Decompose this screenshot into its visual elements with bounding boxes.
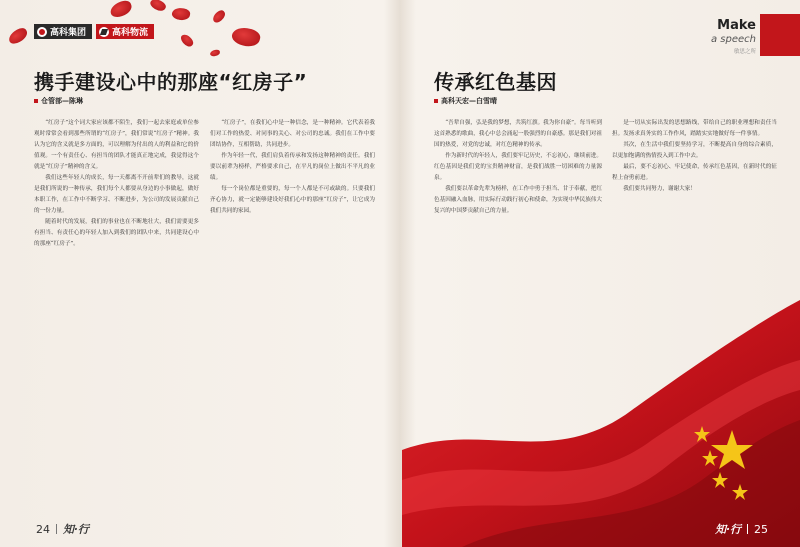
logistics-logo: [96, 24, 154, 39]
right-byline-text: 高科天宏—白雪晴: [441, 97, 497, 105]
rose-petal: [171, 7, 191, 22]
left-article-title: 携手建设心中的那座“红房子”: [34, 70, 308, 94]
paragraph: 随着时代的发展，我们的事业也在不断地壮大，我们需要更多有担当、有责任心的年轻人加入到我们的团队中来，共同建设心中的那座“红房子”。: [34, 219, 199, 247]
rose-petal: [211, 9, 228, 25]
footer-divider: [56, 524, 57, 534]
red-flag-graphic: [402, 300, 800, 547]
section-tag: [690, 14, 800, 56]
right-article-byline: [434, 96, 497, 106]
rose-petal: [149, 0, 168, 13]
left-page-number: 24: [36, 522, 50, 536]
logistics-logo-icon: [99, 27, 109, 37]
section-tag-make: Make: [717, 18, 756, 33]
left-article-column-1: [34, 118, 199, 518]
paragraph: 作为新时代的年轻人，我们要牢记历史，不忘初心，继续前进。红色基因是我们党的宝贵精神财富，是我们战胜一切困难的力量源泉。: [434, 153, 602, 181]
right-footer: [715, 521, 768, 537]
left-page: [0, 0, 398, 547]
paragraph: “吾辈自强，弘是我的梦想，共筑红旗。我为你自豪”。每当听到这首熟悉的歌曲，我心中总会涌起一股强烈的自豪感。那是我们对祖国的热爱，对党的忠诚，对红色精神的传承。: [434, 120, 602, 148]
red-flag-illustration: [402, 300, 800, 547]
left-article-column-2: [210, 118, 375, 518]
left-footer: [36, 521, 89, 537]
right-article-title: 传承红色基因: [434, 70, 557, 94]
byline-marker-icon: [434, 99, 438, 103]
rose-petal: [108, 0, 133, 19]
paragraph: 我们要以革命先辈为榜样，在工作中勇于担当、甘于奉献，把红色基因融入血脉，用实际行动践行初心和使命，为实现中华民族伟大复兴的中国梦贡献自己的力量。: [434, 186, 602, 214]
rose-petal: [179, 32, 195, 49]
company-logos: [34, 24, 154, 39]
group-logo: [34, 24, 92, 39]
paragraph: 作为年轻一代，我们肩负着传承和发扬这种精神的责任。我们要以前辈为榜样，严格要求自己，在平凡的岗位上做出不平凡的业绩。: [210, 153, 375, 181]
section-tag-cn: 敏思之所: [733, 49, 756, 55]
section-tag-speech: a speech: [710, 34, 756, 45]
paragraph: 每一个岗位都是重要的，每一个人都是不可或缺的。只要我们齐心协力，就一定能够建设好我们心中的那座“红房子”，让它成为我们共同的家园。: [210, 186, 375, 214]
paragraph: 我们这些年轻人的成长，每一天都离不开前辈们的教导，这就是我们所说的一种传承，我们每个人都要从身边的小事做起，做好本职工作，在工作中不断学习、不断进步，为公司的发展贡献自己的一份力量。: [34, 175, 199, 214]
left-article-byline: [34, 96, 83, 106]
paragraph: “红房子”这个词大家应该都不陌生，我们一起去家庭或单位参观时常常会看到那些所谓的“红房子”，我们常说“红房子”精神。我认为它的含义就是多方面的，可以理解为付出的人的利益和它的价值观。一个有责任心、有担当的团队才能真正地完成，我觉得这个就是“红房子”精神的含义。: [34, 120, 199, 170]
paragraph: 是一切从实际出发的思想路线，带给自己的职业理想和责任当担。发扬求真务实的工作作风，踏踏实实地做好每一件事情。: [612, 120, 777, 137]
logistics-logo-label: 高科物流: [112, 28, 149, 38]
left-byline-text: 仓管部—陈琳: [41, 97, 83, 105]
footer-divider: [747, 524, 748, 534]
rose-petal: [230, 25, 262, 50]
right-page-number: 25: [754, 522, 768, 536]
byline-marker-icon: [34, 99, 38, 103]
rose-petal: [6, 26, 29, 46]
paragraph: 最后，要不忘初心、牢记使命，传承红色基因，在新时代的征程上奋勇前进。: [612, 164, 777, 181]
magazine-name: 知·行: [715, 523, 741, 536]
section-tag-block: [760, 14, 800, 56]
right-article-column-2: [612, 118, 777, 278]
paragraph: 我们要共同努力，谢谢大家！: [623, 186, 696, 192]
magazine-name: 知·行: [63, 523, 89, 536]
group-logo-icon: [37, 27, 47, 37]
group-logo-label: 高科集团: [50, 28, 87, 38]
paragraph: “红房子”，在我们心中是一种信念，是一种精神。它代表着我们对工作的热爱、对同事的关心、对公司的忠诚。我们在工作中要团结协作，互相帮助，共同进步。: [210, 120, 375, 148]
rose-petal: [210, 49, 221, 57]
paragraph: 其次，在生活中我们要坚持学习，不断提高自身的综合素质，以更加饱满的热情投入到工作中去。: [612, 142, 777, 159]
